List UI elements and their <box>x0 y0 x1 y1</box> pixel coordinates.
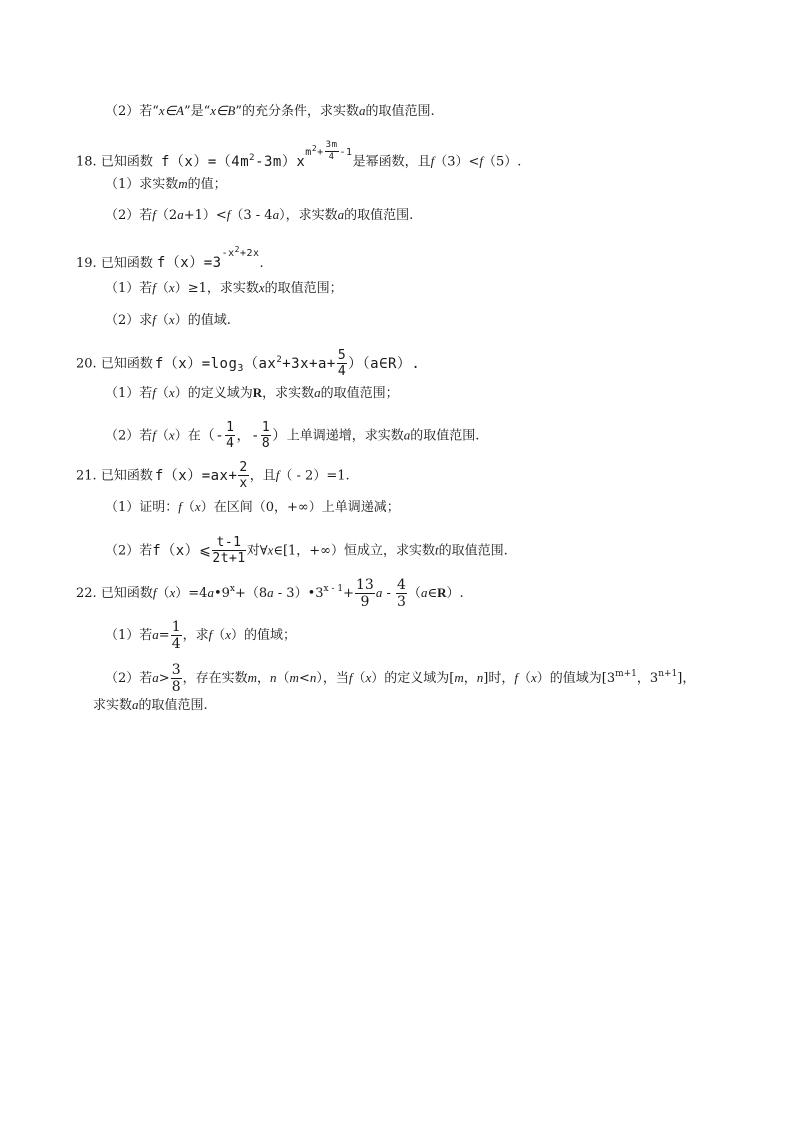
text: ， <box>463 671 477 686</box>
text: （2）若 <box>105 671 153 686</box>
text: （ax <box>243 355 277 372</box>
text: ）的值域； <box>231 628 297 643</box>
text: ）=4 <box>175 586 208 601</box>
numerator: 1 <box>261 420 271 435</box>
denominator: x <box>239 476 248 491</box>
text: ），当 <box>316 671 349 686</box>
text: （3 - 4 <box>230 208 273 223</box>
text: （2）若 <box>105 428 153 444</box>
math-var: x <box>365 670 372 685</box>
text: m <box>305 146 312 158</box>
text: +1）< <box>183 208 227 223</box>
fraction <box>325 141 339 162</box>
text: ，求实数 <box>262 386 315 401</box>
superscript: x <box>229 584 235 594</box>
denominator: 4 <box>337 364 347 379</box>
text: 是幂函数，且 <box>352 154 431 170</box>
text: +（8 <box>234 586 268 601</box>
text: -1 <box>339 146 353 158</box>
exponent <box>305 140 353 162</box>
text: （1）若 <box>105 281 153 296</box>
math-var: a <box>375 585 383 600</box>
denominator: 9 <box>360 594 370 610</box>
q19-part1 <box>105 281 343 295</box>
math-var: x <box>168 312 175 327</box>
text: 已知函数 <box>100 154 153 170</box>
math-var: f <box>275 467 280 483</box>
numerator: 5 <box>337 348 347 363</box>
text: （ - 2）=1. <box>279 468 350 484</box>
text: （3）< <box>434 154 480 170</box>
numerator: 2 <box>239 460 248 475</box>
q20-stem <box>76 349 420 378</box>
math-var: x <box>168 280 175 295</box>
math-var: x <box>530 670 537 685</box>
text: ∈[1，+∞）恒成立，求实数 <box>273 543 436 559</box>
text: （2 <box>155 208 178 223</box>
math-var: x <box>169 585 176 600</box>
question-number: 22. <box>76 586 97 601</box>
text: +2x <box>239 248 260 259</box>
text: ）的值域. <box>174 313 231 328</box>
interval <box>200 420 287 451</box>
text: ）的定义域为 <box>174 386 253 401</box>
text: （ <box>517 671 531 686</box>
q22-part2 <box>105 663 695 694</box>
superscript: x - 1 <box>323 584 344 594</box>
formula <box>152 535 246 566</box>
text: （ <box>352 671 366 686</box>
text: 对∀ <box>246 543 268 559</box>
text: ，且 <box>249 468 276 484</box>
denominator: 4 <box>328 152 335 162</box>
text: （ <box>155 281 169 296</box>
fraction <box>261 421 271 450</box>
text: + <box>317 146 324 158</box>
math-var: f <box>430 153 435 169</box>
exponent <box>221 245 260 259</box>
text: -x <box>221 248 235 259</box>
text: （ <box>156 586 170 601</box>
math-var: x <box>267 542 274 558</box>
fraction <box>238 461 248 490</box>
q20-part1 <box>105 386 399 400</box>
fraction <box>171 620 182 651</box>
text: < <box>298 671 310 686</box>
superscript: 2 <box>249 152 256 163</box>
q21-part1 <box>105 500 400 514</box>
text: 已知函数 <box>100 256 153 271</box>
text: （1）证明： <box>105 500 179 515</box>
math-var: n <box>270 670 277 685</box>
q18-stem <box>76 141 521 169</box>
math-var: a <box>207 585 214 600</box>
numerator: 1 <box>171 619 181 635</box>
math-var: a <box>358 103 366 118</box>
text: f（x）=ax+ <box>154 467 238 484</box>
text: f（x）⩽ <box>152 542 212 559</box>
math-var: m <box>247 670 258 685</box>
superscript: 2 <box>276 354 283 365</box>
math-var: m <box>178 176 188 191</box>
formula <box>156 245 260 271</box>
math-var: x <box>258 280 265 295</box>
text: > <box>158 671 170 686</box>
text: （ <box>181 500 195 515</box>
denominator: 8 <box>171 679 181 695</box>
fraction <box>225 421 235 450</box>
math-var: f <box>152 585 157 600</box>
math-var: a <box>272 207 280 222</box>
math-var: t <box>435 542 439 558</box>
math-var: a <box>420 585 428 600</box>
text: ]， <box>677 671 696 686</box>
numerator: 1 <box>226 420 235 435</box>
math-var: a <box>152 670 159 685</box>
math-var: x <box>168 385 175 400</box>
math-var: f <box>178 499 182 514</box>
text: ）在区间（0，+∞）上单调递减； <box>200 500 400 515</box>
math-var: f <box>348 670 353 685</box>
text: 上单调递增，求实数 <box>286 428 404 444</box>
math-var: a <box>152 627 159 642</box>
text: 的取值范围. <box>410 428 480 444</box>
superscript: 2 <box>234 245 240 254</box>
denominator: 8 <box>261 436 271 451</box>
text: （1）求实数 <box>105 177 179 192</box>
text: f（x）=（4m <box>160 153 250 170</box>
q19-stem <box>76 246 264 270</box>
text: （ <box>276 671 290 686</box>
math-var: a <box>337 207 345 222</box>
text: ，3 <box>636 671 659 686</box>
text: （ <box>212 628 226 643</box>
math-var: f <box>152 385 156 400</box>
text: 的取值范围； <box>320 386 399 401</box>
text: + <box>343 586 354 601</box>
math-var: n <box>309 670 317 685</box>
q21-stem <box>76 461 350 490</box>
denominator: 4 <box>171 636 181 652</box>
text: f（x）=log <box>154 355 238 372</box>
numerator: 3m <box>325 140 338 150</box>
text: （1）若 <box>105 386 153 401</box>
numerator: t-1 <box>212 536 245 551</box>
text: ），求实数 <box>279 208 338 223</box>
math-var: n <box>476 670 484 685</box>
math-var: a <box>403 427 411 443</box>
superscript: m+1 <box>615 669 637 679</box>
text: f（x）=3 <box>156 255 222 271</box>
q18-part1 <box>105 177 227 191</box>
q22-stem <box>76 578 464 609</box>
numerator: 4 <box>397 577 406 593</box>
math-set: R <box>437 585 447 600</box>
text: ）（a∈R）. <box>348 355 421 372</box>
math-var: x <box>225 627 232 642</box>
question-number: 18. <box>76 154 97 170</box>
math-var: a <box>177 207 184 222</box>
text: ）. <box>446 586 464 601</box>
text: 的取值范围. <box>365 104 435 119</box>
text: ]时， <box>483 671 515 686</box>
text: 已知函数 <box>100 586 153 601</box>
q17-part2 <box>105 104 435 118</box>
question-number: 19. <box>76 256 97 271</box>
math-var: x <box>194 499 201 514</box>
text: 求实数 <box>93 698 133 713</box>
text: （ <box>407 586 421 601</box>
text: ”是“ <box>183 104 211 119</box>
text: - <box>382 586 395 601</box>
subscript: 3 <box>237 362 244 374</box>
q19-part2 <box>105 313 231 327</box>
math-var: x∈B <box>210 103 236 118</box>
question-number: 20. <box>76 356 97 372</box>
q22-part2-continued <box>93 698 208 712</box>
text: （- <box>200 427 225 444</box>
math-var: a <box>132 697 139 712</box>
math-var: f <box>514 670 518 685</box>
text: -3m）x <box>255 153 306 170</box>
text: = <box>158 628 170 643</box>
text: 的取值范围. <box>344 208 414 223</box>
text: ）在 <box>174 428 201 444</box>
math-var: a <box>314 385 321 400</box>
text: 的取值范围； <box>264 281 343 296</box>
text: •9 <box>213 586 230 601</box>
text: ，求 <box>182 628 209 643</box>
text: ）的值域为[3 <box>536 671 616 686</box>
text: ） <box>272 427 287 444</box>
text: （2）若 <box>105 208 153 223</box>
text: （5）. <box>483 154 522 170</box>
text: ”的充分条件，求实数 <box>235 104 359 119</box>
text: ∈ <box>427 586 438 601</box>
text: （ <box>155 386 169 401</box>
math-var: a <box>267 585 274 600</box>
math-var: x <box>168 427 175 443</box>
superscript: n+1 <box>658 669 678 679</box>
denominator: 2t+1 <box>212 551 246 566</box>
text: 已知函数 <box>100 468 153 484</box>
text: +3x+a+ <box>282 355 336 372</box>
denominator: 4 <box>226 436 235 451</box>
text: ，- <box>236 427 260 444</box>
text: （ <box>155 313 169 328</box>
numerator: 13 <box>356 577 374 593</box>
text: （2）若 <box>105 543 153 559</box>
superscript: 2 <box>311 143 318 153</box>
math-set: R <box>252 385 263 400</box>
text: 的取值范围. <box>438 543 508 559</box>
math-var: m <box>289 670 299 685</box>
q18-part2 <box>105 208 413 222</box>
text: （1）若 <box>105 628 153 643</box>
q20-part2 <box>105 421 479 450</box>
text: ，存在实数 <box>182 671 248 686</box>
math-var: m <box>454 670 464 685</box>
text: . <box>259 256 264 271</box>
math-var: f <box>208 627 213 642</box>
fraction <box>171 663 182 694</box>
text: 的取值范围. <box>138 698 208 713</box>
text: （2）若“ <box>105 104 159 119</box>
text: - 3）•3 <box>273 586 324 601</box>
text: （ <box>155 428 169 444</box>
text: 的值； <box>187 177 227 192</box>
math-var: f <box>152 207 156 222</box>
text: ）≥1，求实数 <box>174 281 259 296</box>
formula <box>154 348 421 379</box>
question-number: 21. <box>76 468 97 484</box>
formula <box>160 140 353 170</box>
math-var: f <box>226 207 231 222</box>
text: ）的定义域为[ <box>371 671 455 686</box>
math-var: x∈A <box>158 103 184 118</box>
math-var: f <box>479 153 483 169</box>
fraction <box>355 578 375 609</box>
fraction <box>212 536 245 565</box>
formula <box>154 460 250 491</box>
fraction <box>396 578 407 609</box>
q22-part1 <box>105 620 296 651</box>
text: 已知函数 <box>100 356 153 372</box>
denominator: 3 <box>397 594 406 610</box>
text: ， <box>257 671 271 686</box>
math-var: f <box>152 427 156 443</box>
math-var: f <box>152 280 156 295</box>
text: （2）求 <box>105 313 153 328</box>
numerator: 3 <box>171 662 181 678</box>
q21-part2 <box>105 536 508 565</box>
math-var: f <box>152 312 156 327</box>
fraction <box>337 349 347 378</box>
